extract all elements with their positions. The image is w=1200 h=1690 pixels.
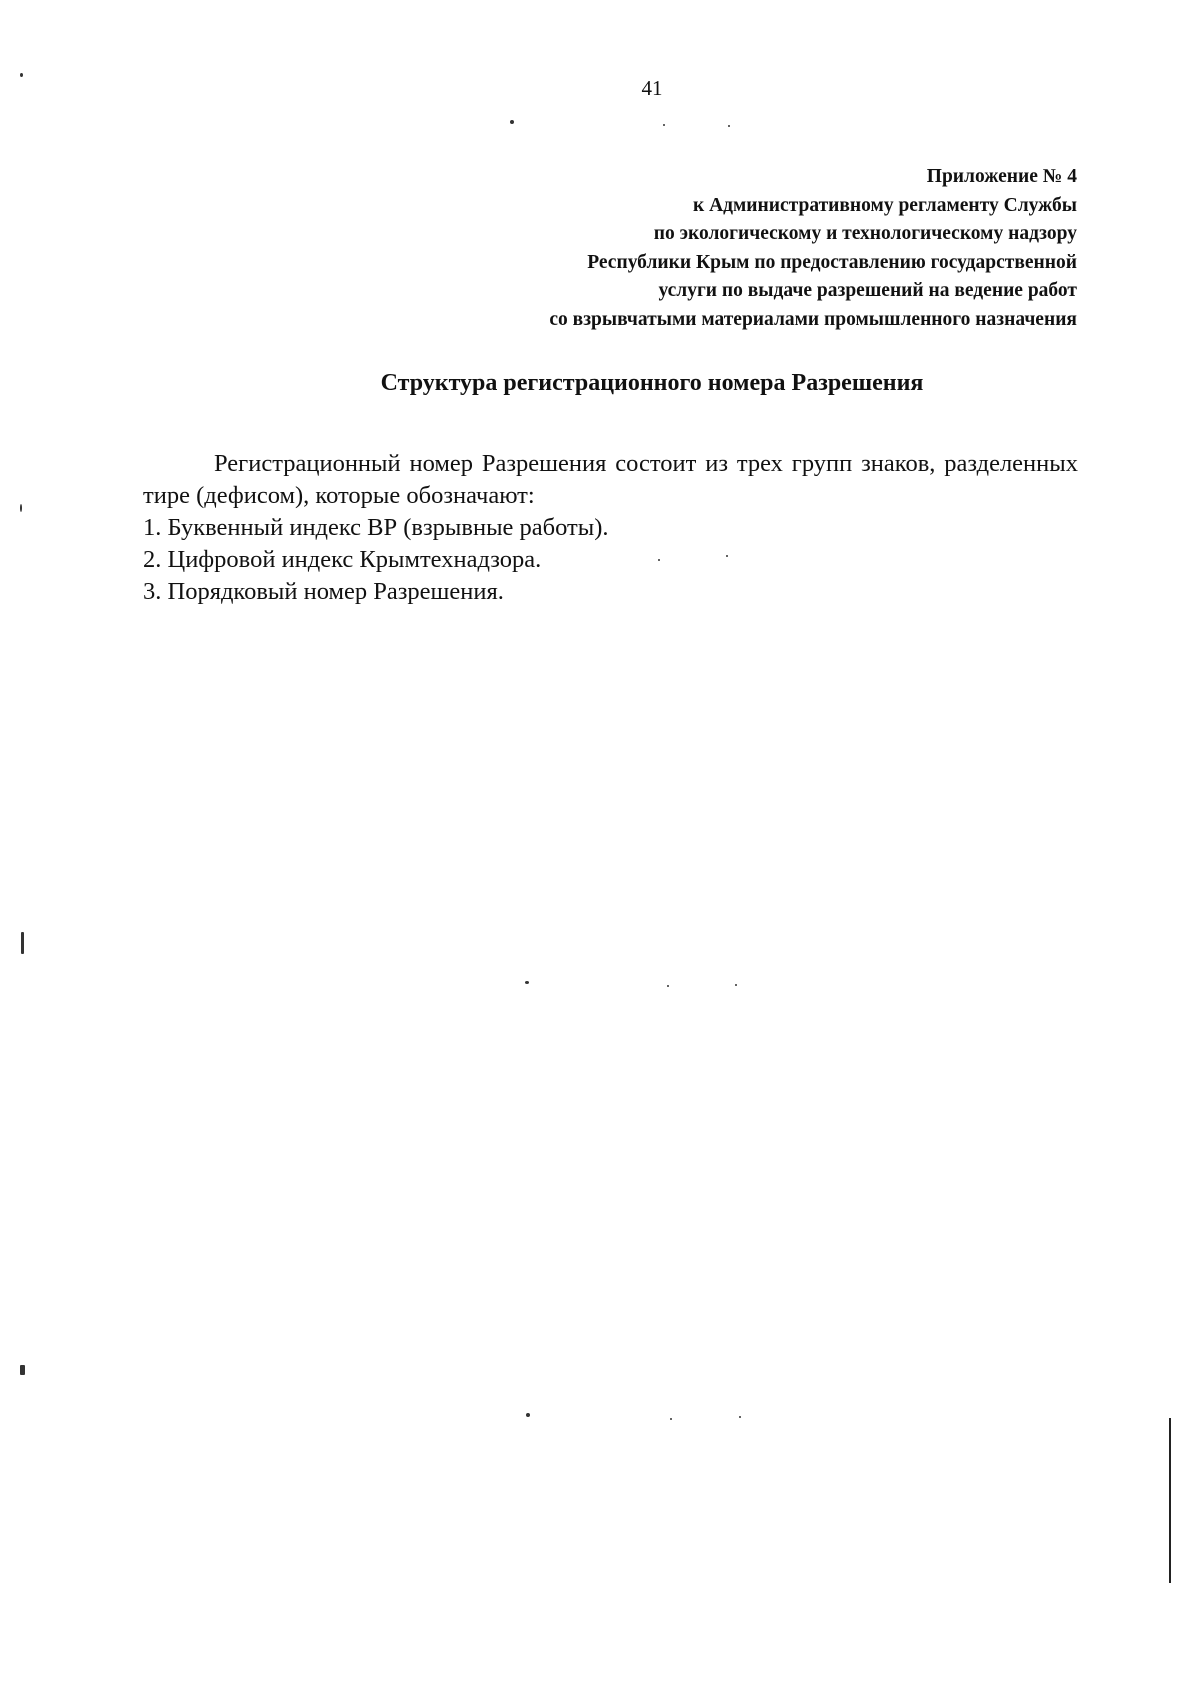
page-number: 41: [641, 76, 663, 100]
document-title: Структура регистрационного номера Разрешения: [380, 370, 924, 396]
appendix-line: по экологическому и технологическому надзору: [653, 223, 1077, 244]
scan-artifact: [20, 73, 23, 77]
scan-artifact: [20, 1365, 25, 1375]
scan-artifact: [739, 1416, 741, 1418]
appendix-header: [549, 163, 1077, 334]
scan-artifact: [667, 985, 669, 987]
list-item: 1. Буквенный индекс ВР (взрывные работы).: [143, 514, 609, 541]
scan-artifact: [658, 559, 660, 561]
list-item: 3. Порядковый номер Разрешения.: [143, 578, 504, 605]
appendix-line: к Административному регламенту Службы: [692, 194, 1077, 216]
body-paragraph: Регистрационный номер Разрешения состоит из трех групп знаков, разделенных тире (дефисом), которые обозначают:: [143, 450, 1078, 509]
appendix-line: Приложение № 4: [926, 166, 1077, 187]
scan-edge-line: [1169, 1418, 1171, 1583]
scan-artifact: [735, 984, 737, 986]
appendix-line: со взрывчатыми материалами промышленного назначения: [549, 308, 1077, 330]
scan-artifact: [525, 981, 529, 984]
appendix-line: услуги по выдаче разрешений на ведение работ: [658, 280, 1077, 301]
document-body: [143, 448, 1078, 608]
scan-artifact: [510, 120, 514, 124]
list-item: 2. Цифровой индекс Крымтехнадзора.: [143, 546, 542, 573]
scan-artifact: [20, 504, 22, 512]
scan-artifact: [21, 932, 24, 954]
scan-artifact: [526, 1413, 530, 1417]
scan-artifact: [663, 124, 665, 126]
scan-artifact: [726, 555, 728, 557]
scan-artifact: [728, 125, 730, 127]
scan-artifact: [670, 1418, 672, 1420]
appendix-line: Республики Крым по предоставлению государственной: [587, 251, 1077, 273]
